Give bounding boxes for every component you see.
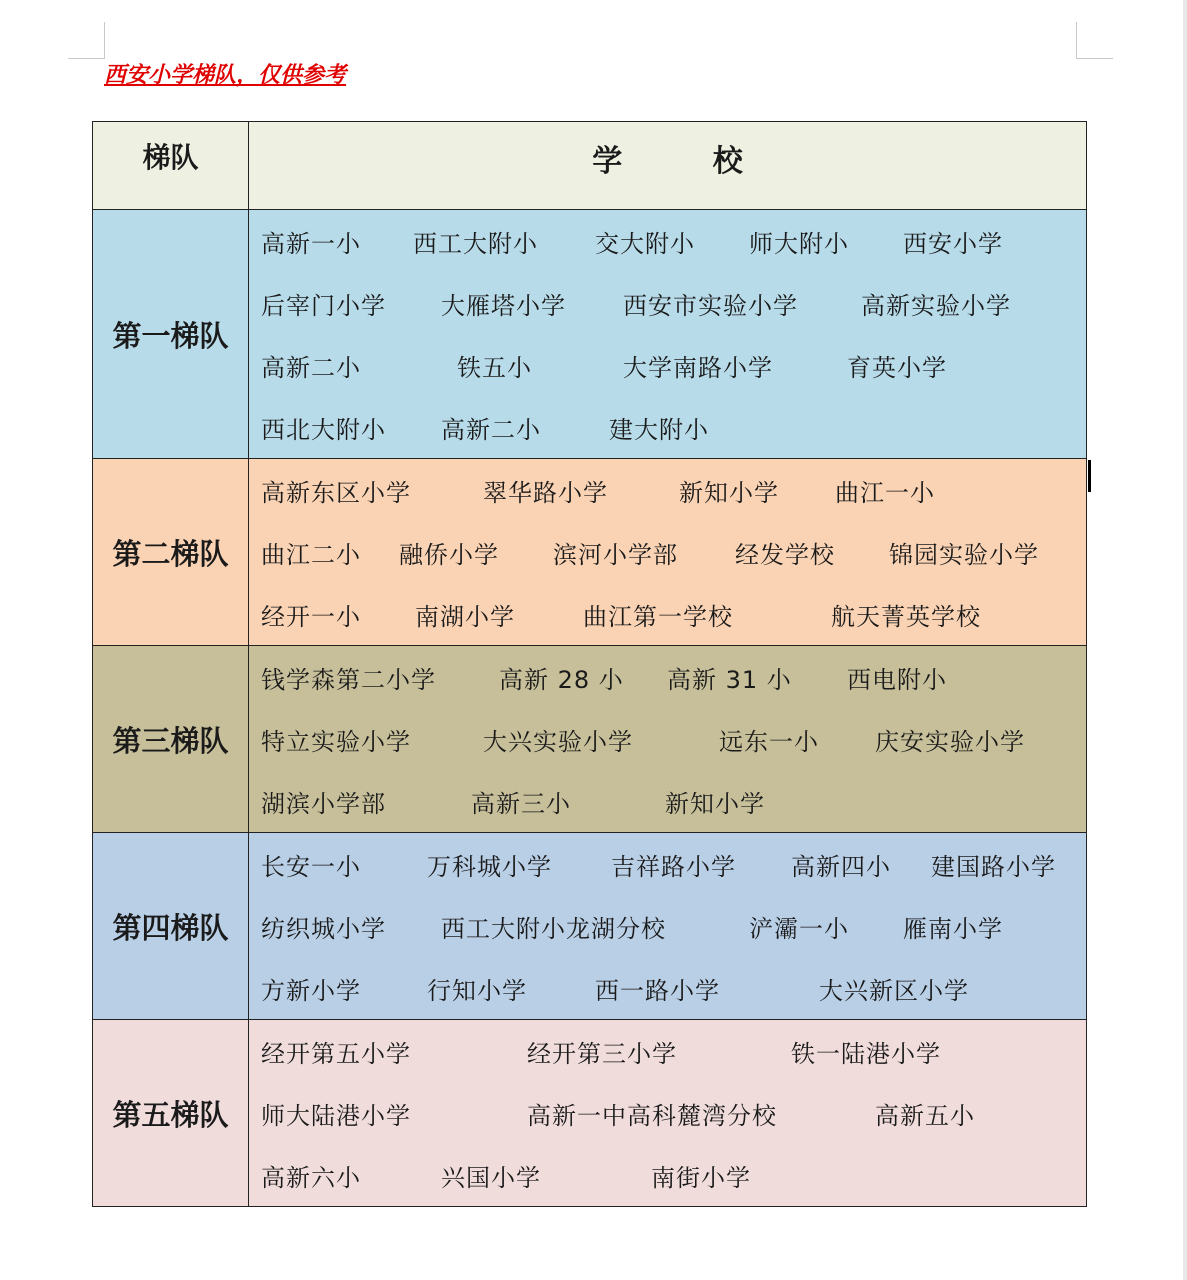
tier-label[interactable]: 第二梯队: [93, 459, 249, 646]
school-name[interactable]: 经开第三小学: [527, 1039, 677, 1068]
school-line: [261, 895, 1086, 957]
school-name[interactable]: 万科城小学: [427, 852, 552, 881]
school-name[interactable]: 大兴实验小学: [483, 727, 633, 756]
school-name[interactable]: 高新 28 小: [499, 665, 624, 694]
school-name[interactable]: 建国路小学: [931, 852, 1056, 881]
text-cursor: [1088, 460, 1091, 492]
school-line: [261, 708, 1086, 770]
page-margin-corner-top-left: [68, 22, 105, 59]
school-name[interactable]: 融侨小学: [399, 540, 499, 569]
header-tier[interactable]: 梯队: [93, 122, 249, 210]
school-name[interactable]: 远东一小: [719, 727, 819, 756]
school-name[interactable]: 西工大附小龙湖分校: [441, 914, 666, 943]
school-name[interactable]: 特立实验小学: [261, 727, 411, 756]
page-margin-corner-top-right: [1076, 22, 1113, 59]
tier-row: [93, 459, 1087, 646]
school-name[interactable]: 曲江一小: [835, 478, 935, 507]
tier-label[interactable]: 第五梯队: [93, 1020, 249, 1207]
school-line: [261, 770, 1086, 832]
school-name[interactable]: 经发学校: [735, 540, 835, 569]
school-line: [261, 334, 1086, 396]
school-name[interactable]: 高新 31 小: [667, 665, 792, 694]
school-name[interactable]: 钱学森第二小学: [261, 665, 436, 694]
school-name[interactable]: 师大附小: [749, 229, 849, 258]
tier-label[interactable]: 第四梯队: [93, 833, 249, 1020]
school-name[interactable]: 铁五小: [457, 353, 532, 382]
school-line: [261, 957, 1086, 1019]
page-edge: [1183, 0, 1187, 1280]
school-line: [261, 1020, 1086, 1082]
school-name[interactable]: 经开第五小学: [261, 1039, 411, 1068]
school-name[interactable]: 高新六小: [261, 1163, 361, 1192]
school-name[interactable]: 锦园实验小学: [889, 540, 1039, 569]
school-name[interactable]: 湖滨小学部: [261, 789, 386, 818]
tier-schools-cell: [249, 1020, 1087, 1207]
school-line: [261, 272, 1086, 334]
tier-row: [93, 833, 1087, 1020]
school-name[interactable]: 新知小学: [665, 789, 765, 818]
school-line: [261, 521, 1086, 583]
school-name[interactable]: 高新五小: [875, 1101, 975, 1130]
school-line: [261, 646, 1086, 708]
school-name[interactable]: 经开一小: [261, 602, 361, 631]
tier-label[interactable]: 第三梯队: [93, 646, 249, 833]
school-name[interactable]: 航天菁英学校: [831, 602, 981, 631]
school-name[interactable]: 翠华路小学: [483, 478, 608, 507]
school-line: [261, 1082, 1086, 1144]
school-name[interactable]: 雁南小学: [903, 914, 1003, 943]
tier-schools-cell: [249, 646, 1087, 833]
school-name[interactable]: 师大陆港小学: [261, 1101, 411, 1130]
school-name[interactable]: 大学南路小学: [623, 353, 773, 382]
school-name[interactable]: 高新实验小学: [861, 291, 1011, 320]
school-name[interactable]: 曲江第一学校: [583, 602, 733, 631]
school-name[interactable]: 育英小学: [847, 353, 947, 382]
school-name[interactable]: 大雁塔小学: [441, 291, 566, 320]
school-name[interactable]: 西一路小学: [595, 976, 720, 1005]
school-name[interactable]: 高新四小: [791, 852, 891, 881]
tier-row: [93, 646, 1087, 833]
school-name[interactable]: 高新一小: [261, 229, 361, 258]
school-name[interactable]: 纺织城小学: [261, 914, 386, 943]
school-line: [261, 1144, 1086, 1206]
school-name[interactable]: 高新一中高科麓湾分校: [527, 1101, 777, 1130]
tier-row: [93, 210, 1087, 459]
school-tier-table: [92, 121, 1087, 1207]
school-name[interactable]: 南街小学: [651, 1163, 751, 1192]
school-line: [261, 396, 1086, 458]
tier-schools-cell: [249, 833, 1087, 1020]
school-name[interactable]: 西电附小: [847, 665, 947, 694]
school-name[interactable]: 后宰门小学: [261, 291, 386, 320]
header-school[interactable]: 学 校: [249, 122, 1087, 210]
school-name[interactable]: 高新二小: [441, 415, 541, 444]
document-title[interactable]: 西安小学梯队，仅供参考: [104, 63, 347, 88]
school-name[interactable]: 新知小学: [679, 478, 779, 507]
school-name[interactable]: 兴国小学: [441, 1163, 541, 1192]
school-line: [261, 833, 1086, 895]
school-line: [261, 459, 1086, 521]
table-header-row: [93, 122, 1087, 210]
school-name[interactable]: 南湖小学: [415, 602, 515, 631]
school-name[interactable]: 吉祥路小学: [611, 852, 736, 881]
tier-schools-cell: [249, 210, 1087, 459]
school-name[interactable]: 西安小学: [903, 229, 1003, 258]
school-name[interactable]: 行知小学: [427, 976, 527, 1005]
school-name[interactable]: 交大附小: [595, 229, 695, 258]
school-name[interactable]: 大兴新区小学: [819, 976, 969, 1005]
school-name[interactable]: 庆安实验小学: [875, 727, 1025, 756]
school-name[interactable]: 浐灞一小: [749, 914, 849, 943]
school-name[interactable]: 方新小学: [261, 976, 361, 1005]
school-name[interactable]: 高新东区小学: [261, 478, 411, 507]
school-name[interactable]: 建大附小: [609, 415, 709, 444]
school-name[interactable]: 曲江二小: [261, 540, 361, 569]
tier-schools-cell: [249, 459, 1087, 646]
school-name[interactable]: 西安市实验小学: [623, 291, 798, 320]
school-name[interactable]: 滨河小学部: [553, 540, 678, 569]
school-name[interactable]: 铁一陆港小学: [791, 1039, 941, 1068]
tier-label[interactable]: 第一梯队: [93, 210, 249, 459]
school-line: [261, 210, 1086, 272]
school-name[interactable]: 长安一小: [261, 852, 361, 881]
school-line: [261, 583, 1086, 645]
school-name[interactable]: 高新三小: [471, 789, 571, 818]
school-name[interactable]: 西北大附小: [261, 415, 386, 444]
school-name[interactable]: 高新二小: [261, 353, 361, 382]
school-name[interactable]: 西工大附小: [413, 229, 538, 258]
tier-row: [93, 1020, 1087, 1207]
